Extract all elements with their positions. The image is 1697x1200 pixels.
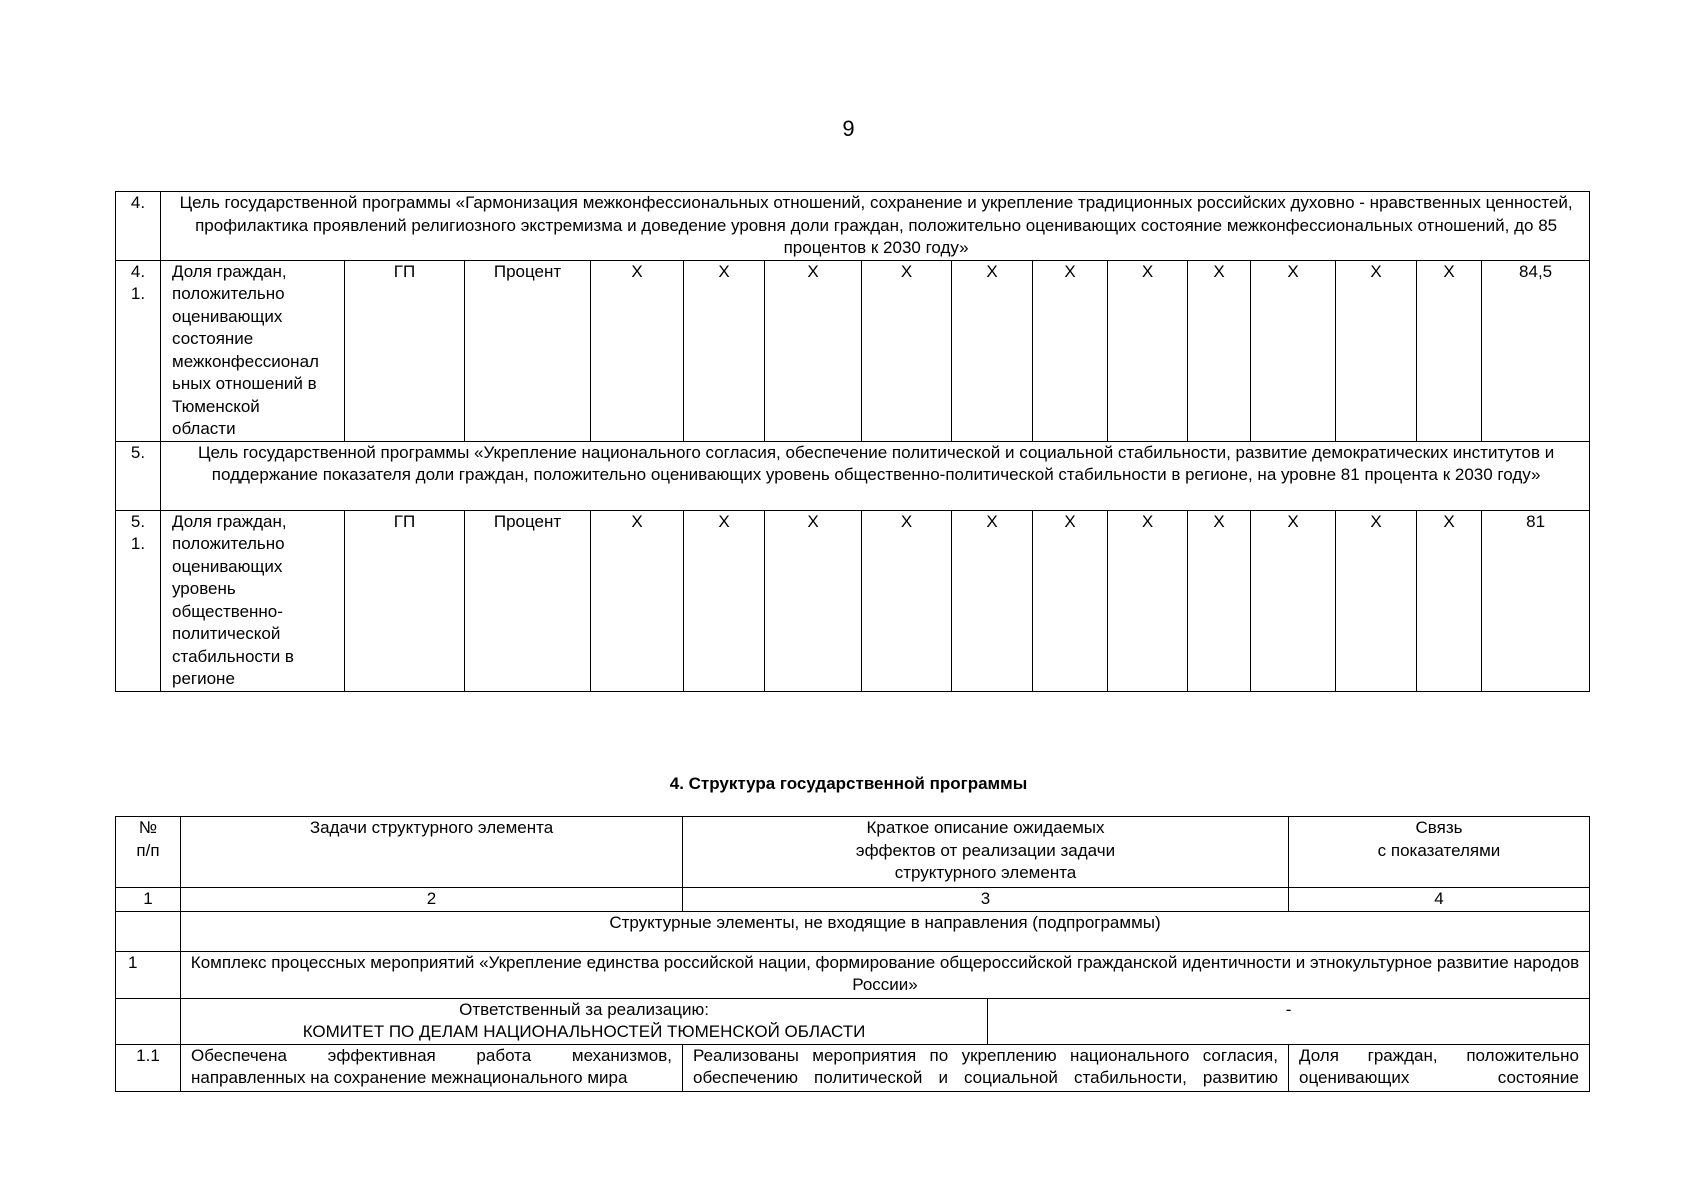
goal-row-5 xyxy=(116,441,1590,510)
goal-text: Цель государственной программы «Гармонизация межконфессиональных отношений, сохранение и укрепление традиционных российских духовно - нравственных ценностей, профилактика проявлений религиозного экстремизма и доведение уровня доли граждан, положительно оценивающих состояние межконфессиональных отношений, до 85 процентов к 2030 году» xyxy=(161,192,1590,261)
indicator-mark: X xyxy=(1188,510,1251,691)
indicator-row-5-1 xyxy=(116,510,1590,691)
indicator-mark: X xyxy=(1033,510,1108,691)
structure-header-row xyxy=(116,817,1590,888)
indicator-mark: X xyxy=(1251,260,1336,441)
column-numbers-row xyxy=(116,888,1590,912)
column-number: 4 xyxy=(1289,888,1590,912)
indicator-mark: X xyxy=(1033,260,1108,441)
indicator-name: Доля граждан, положительно оценивающих состояние межконфессионал ьных отношений в Тюменской области xyxy=(161,260,345,441)
indicator-unit: Процент xyxy=(465,260,591,441)
indicator-level: ГП xyxy=(345,510,465,691)
indicator-mark: X xyxy=(765,510,862,691)
indicator-mark: X xyxy=(1336,510,1417,691)
task-row-1-1 xyxy=(116,1044,1590,1091)
indicator-mark: X xyxy=(1336,260,1417,441)
empty-cell xyxy=(116,998,181,1044)
row-number: 5. 1. xyxy=(116,510,161,691)
indicator-unit: Процент xyxy=(465,510,591,691)
goal-row-4 xyxy=(116,192,1590,261)
section-title: 4. Структура государственной программы xyxy=(669,774,1028,793)
indicator-mark: X xyxy=(684,510,765,691)
header-tasks: Задачи структурного элемента xyxy=(181,817,683,888)
column-number: 3 xyxy=(683,888,1289,912)
indicator-mark: X xyxy=(862,510,952,691)
indicator-mark: X xyxy=(1417,260,1482,441)
link-text: Доля граждан, положительно оценивающих состояние xyxy=(1289,1044,1590,1091)
indicator-target: 81 xyxy=(1482,510,1590,691)
indicators-table xyxy=(115,191,1590,692)
indicator-mark: X xyxy=(952,510,1033,691)
indicator-name: Доля граждан, положительно оценивающих уровень общественно- политической стабильности в регионе xyxy=(161,510,345,691)
indicator-mark: X xyxy=(1251,510,1336,691)
row-number: 1.1 xyxy=(116,1044,181,1091)
indicator-mark: X xyxy=(862,260,952,441)
header-link: Связь с показателями xyxy=(1289,817,1590,888)
row-number: 4. 1. xyxy=(116,260,161,441)
structure-table xyxy=(115,816,1590,1092)
responsible-split xyxy=(181,999,1589,1044)
column-number: 1 xyxy=(116,888,181,912)
effect-text: Реализованы мероприятия по укреплению национального согласия, обеспечению политической и социальной стабильности, развитию xyxy=(683,1044,1289,1091)
indicator-level: ГП xyxy=(345,260,465,441)
responsible-row xyxy=(116,998,1590,1044)
indicator-mark: X xyxy=(591,260,684,441)
task-text: Обеспечена эффективная работа механизмов, направленных на сохранение межнационального мира xyxy=(181,1044,683,1091)
indicator-mark: X xyxy=(1188,260,1251,441)
goal-text: Цель государственной программы «Укрепление национального согласия, обеспечение политической и социальной стабильности, развитие демократических институтов и поддержание показателя доли граждан, положительно оценивающих уровень общественно-политической стабильности в регионе, на уровне 81 процента к 2030 году» xyxy=(161,441,1590,510)
indicator-mark: X xyxy=(1417,510,1482,691)
group-title-row xyxy=(116,911,1590,951)
row-number: 4. xyxy=(116,192,161,261)
responsible-dash: - xyxy=(988,999,1589,1044)
row-number: 1 xyxy=(116,951,181,998)
responsible-info: Ответственный за реализацию: КОМИТЕТ ПО ДЕЛАМ НАЦИОНАЛЬНОСТЕЙ ТЮМЕНСКОЙ ОБЛАСТИ xyxy=(302,999,866,1041)
header-num: № п/п xyxy=(116,817,181,888)
column-number: 2 xyxy=(181,888,683,912)
indicator-mark: X xyxy=(952,260,1033,441)
complex-title: Комплекс процессных мероприятий «Укрепление единства российской нации, формирование общероссийской гражданской идентичности и этнокультурное развитие народов России» xyxy=(181,951,1590,998)
complex-row xyxy=(116,951,1590,998)
group-title: Структурные элементы, не входящие в направления (подпрограммы) xyxy=(181,911,1590,951)
indicator-mark: X xyxy=(1108,510,1188,691)
row-number: 5. xyxy=(116,441,161,510)
empty-cell xyxy=(116,911,181,951)
indicator-mark: X xyxy=(1108,260,1188,441)
indicator-target: 84,5 xyxy=(1482,260,1590,441)
header-effects: Краткое описание ожидаемых эффектов от реализации задачи структурного элемента xyxy=(683,817,1289,888)
indicator-mark: X xyxy=(765,260,862,441)
page-number: 9 xyxy=(842,116,855,141)
indicator-mark: X xyxy=(684,260,765,441)
indicator-row-4-1 xyxy=(116,260,1590,441)
indicator-mark: X xyxy=(591,510,684,691)
